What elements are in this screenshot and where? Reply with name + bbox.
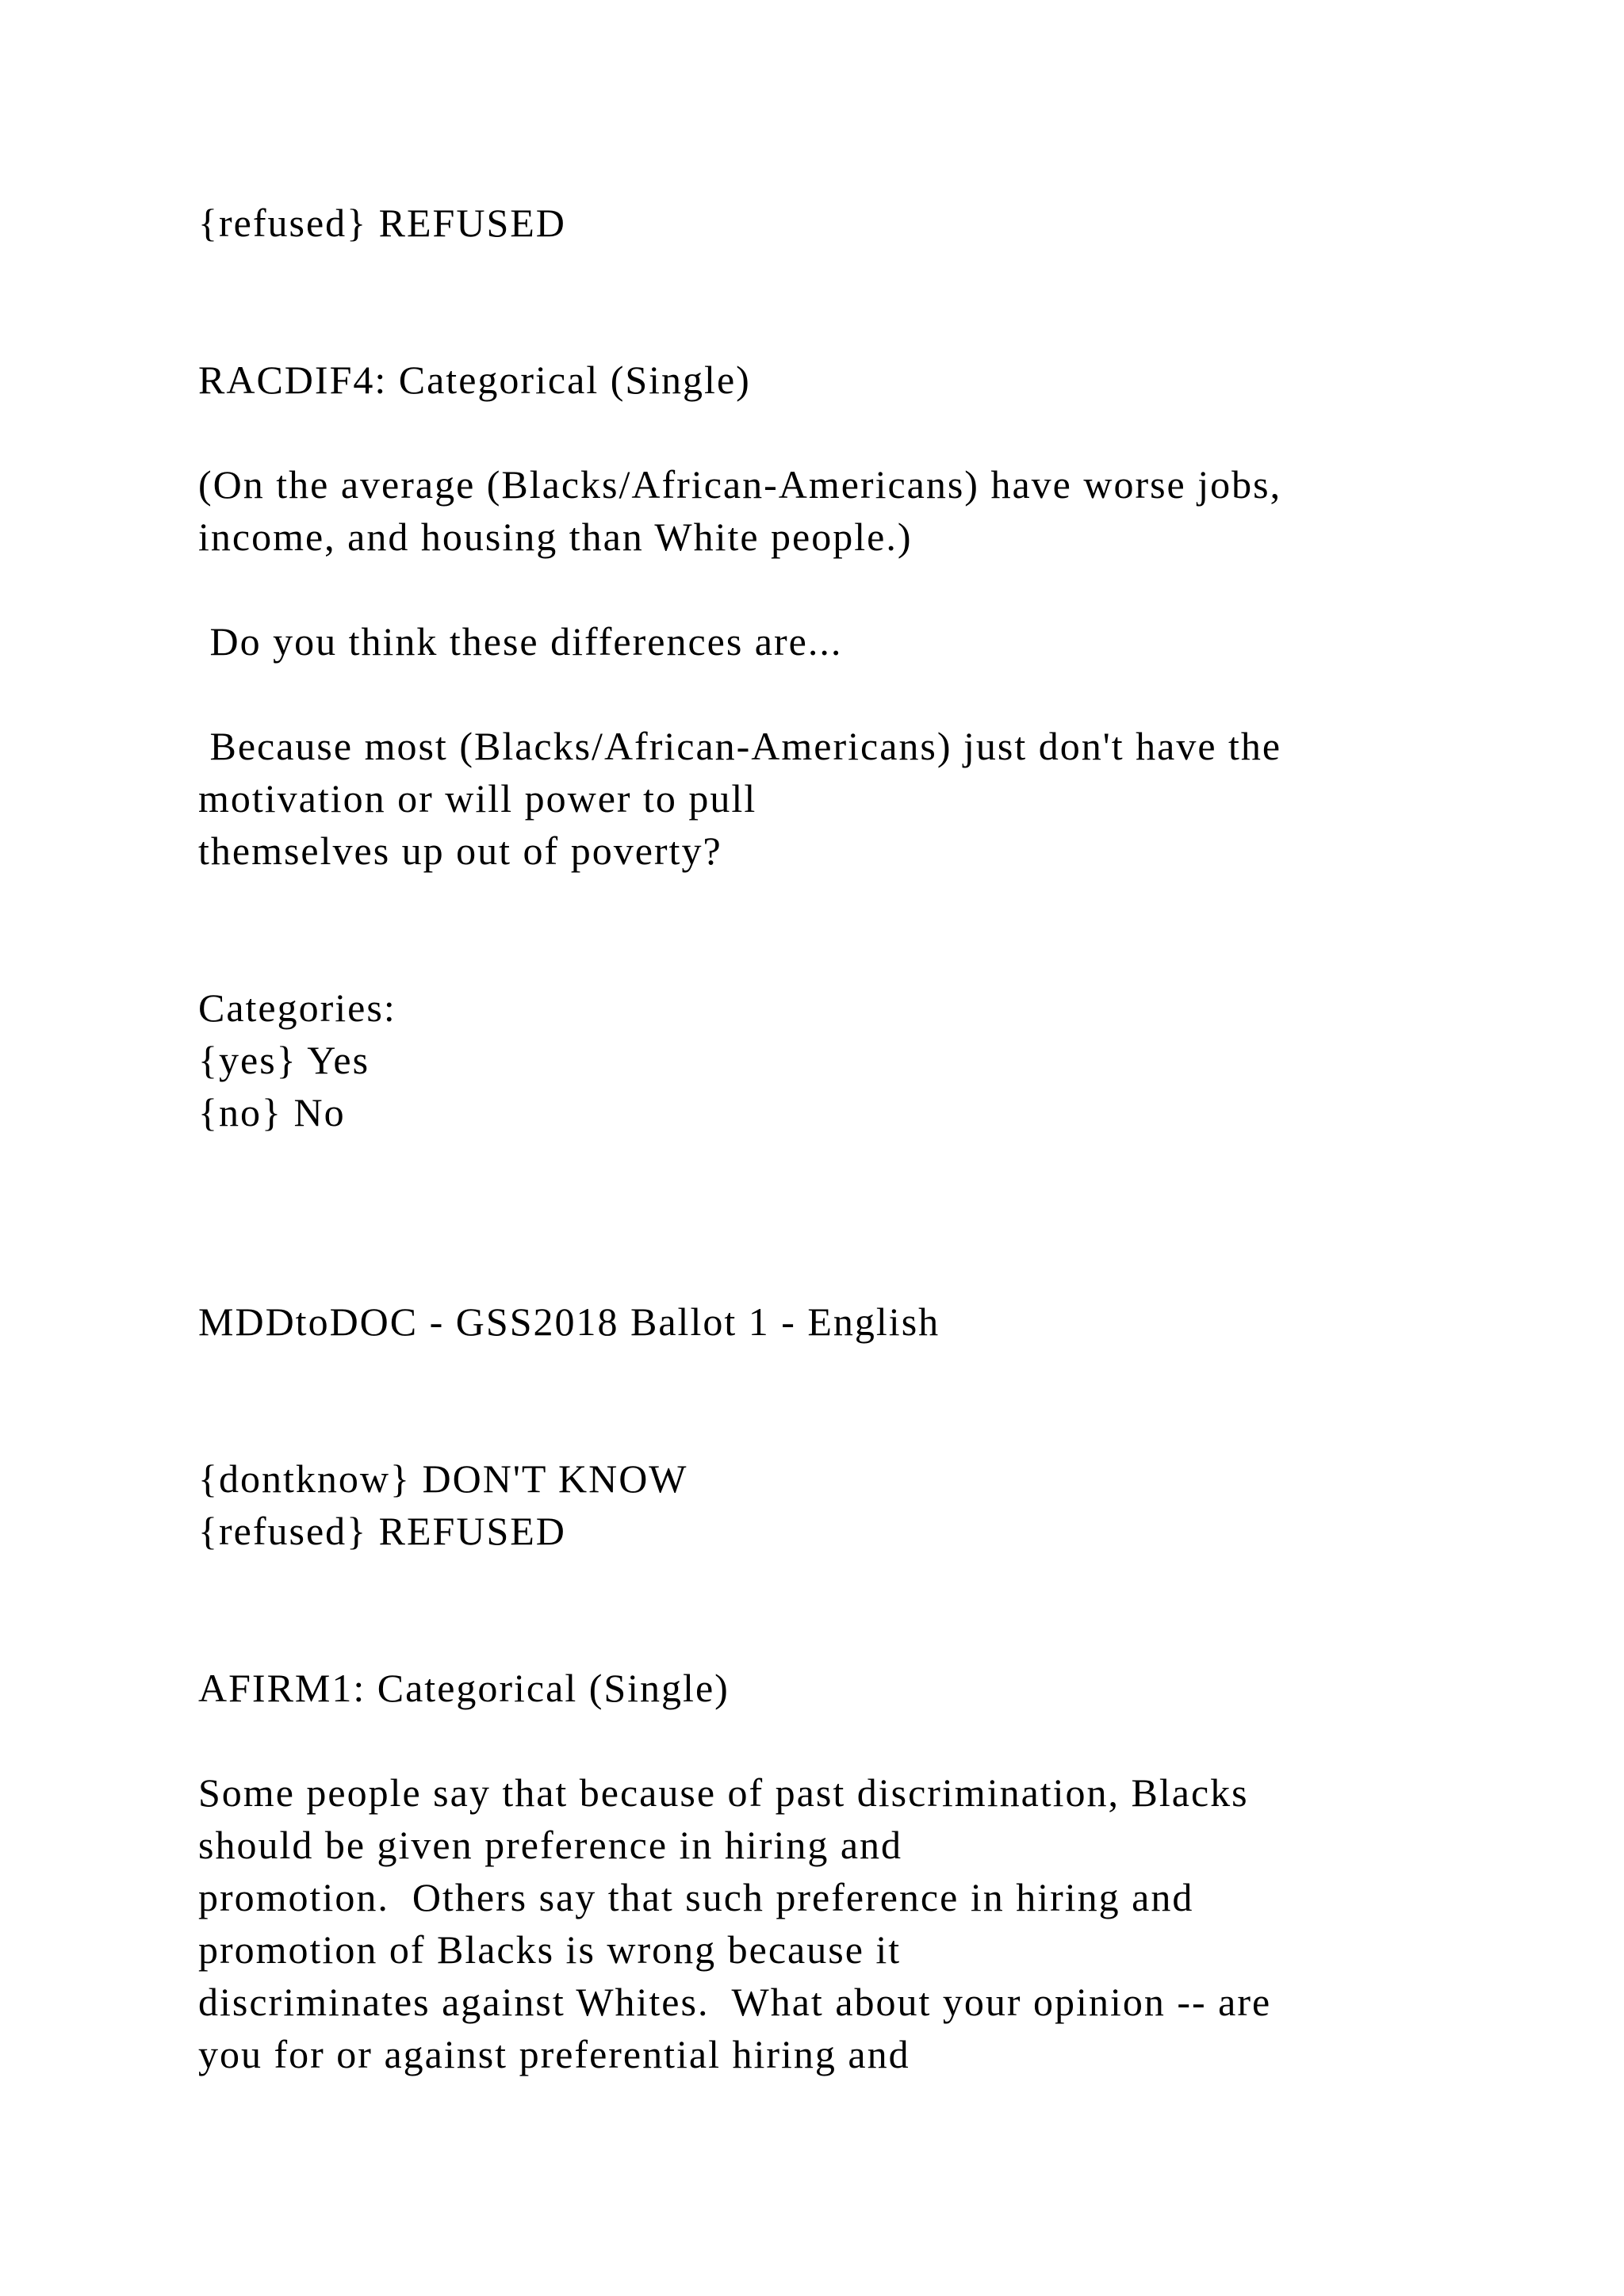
racdif4-question-line-3: motivation or will power to pull (198, 776, 757, 821)
afirm1-question-line-5: discriminates against Whites. What about your opinion -- are (198, 1980, 1272, 2024)
afirm1-header: AFIRM1: Categorical (Single) (198, 1666, 730, 1710)
afirm1-question-line-6: you for or against preferential hiring and (198, 2032, 910, 2076)
afirm1-question-line-4: promotion of Blacks is wrong because it (198, 1927, 902, 1972)
refused-option-top: {refused} REFUSED (198, 201, 566, 245)
category-no: {no} No (198, 1090, 346, 1135)
racdif4-header: RACDIF4: Categorical (Single) (198, 358, 751, 402)
footer-title: MDDtoDOC - GSS2018 Ballot 1 - English (198, 1299, 940, 1344)
racdif4-context-line-2: income, and housing than White people.) (198, 515, 913, 559)
category-refused: {refused} REFUSED (198, 1509, 566, 1553)
category-yes: {yes} Yes (198, 1038, 370, 1082)
category-dontknow: {dontknow} DON'T KNOW (198, 1456, 688, 1501)
racdif4-question-line-1: Do you think these differences are... (198, 619, 843, 664)
afirm1-question-line-2: should be given preference in hiring and (198, 1823, 903, 1867)
racdif4-context-line-1: (On the average (Blacks/African-Americans) have worse jobs, (198, 462, 1282, 507)
racdif4-question-line-2: Because most (Blacks/African-Americans) just don't have the (198, 724, 1282, 768)
racdif4-question-line-4: themselves up out of poverty? (198, 828, 722, 873)
categories-label: Categories: (198, 985, 396, 1030)
afirm1-question-line-3: promotion. Others say that such preference in hiring and (198, 1875, 1194, 1919)
afirm1-question-line-1: Some people say that because of past discrimination, Blacks (198, 1770, 1249, 1815)
